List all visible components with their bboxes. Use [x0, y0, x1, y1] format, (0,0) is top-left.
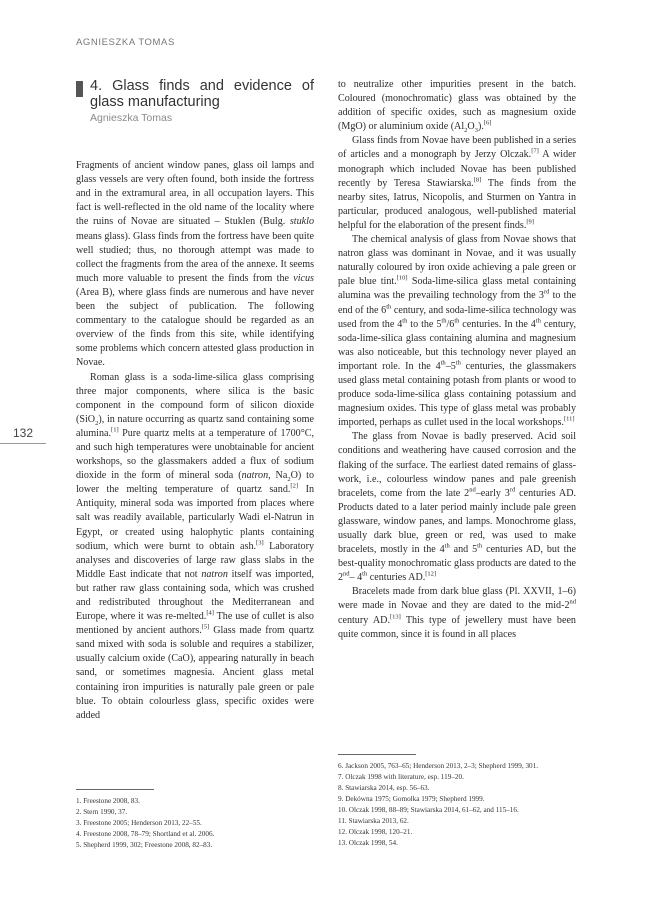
footnote: 10. Olczak 1998, 88–89; Stawiarska 2014, 61–62, and 115–16.: [338, 806, 519, 814]
footnote: 6. Jackson 2005, 763–65; Henderson 2013, 2–3; Shepherd 1999, 301.: [338, 762, 539, 770]
right-column: [338, 78, 576, 642]
footnote-ref: [7]: [531, 148, 539, 156]
footnote: 7. Olczak 1998 with literature, esp. 119–20.: [338, 773, 464, 781]
footnote: 4. Freestone 2008, 78–79; Shortland et al. 2006.: [76, 830, 215, 838]
footnote-ref: [8]: [473, 176, 482, 184]
footnote: 12. Olczak 1998, 120–21.: [338, 828, 413, 836]
footnote-ref: [9]: [526, 218, 534, 226]
footnote-ref: [2]: [290, 482, 299, 490]
footnote-ref: [11]: [563, 415, 575, 423]
footnote-rule: [338, 754, 416, 755]
left-column: [76, 78, 314, 723]
footnote: 1. Freestone 2008, 83.: [76, 797, 140, 805]
section-author: Agnieszka Tomas: [90, 112, 173, 124]
page-number: 132: [12, 426, 34, 440]
footnote: 8. Stawiarska 2014, esp. 56–63.: [338, 784, 430, 792]
footnote-ref: [6]: [483, 119, 492, 127]
paragraph: Bracelets made from dark blue glass (Pl. XXVII, 1–6) were made in Novae and they are dated to the mid-2nd century AD.[13] This type of jewellery must have been quite common, since it is found in all places: [338, 586, 576, 640]
footnote-ref: [13]: [390, 613, 401, 621]
footnote: 3. Freestone 2005; Henderson 2013, 22–55.: [76, 819, 202, 827]
footnotes-left: [76, 789, 314, 851]
footnote: 2. Stern 1990, 37.: [76, 808, 128, 816]
footnote: 9. Dekówna 1975; Gomolka 1979; Shepherd 1999.: [338, 795, 485, 803]
page-number-rule: [0, 443, 46, 444]
running-head: AGNIESZKA TOMAS: [76, 37, 175, 48]
paragraph: The glass from Novae is badly preserved. Acid soil conditions and weathering have caused corrosion and the flaking of the surface. The earliest dated remains of glass-work, i.e., colourless window panes and pale greenish bracelets, come from the late 2nd–early 3rd centuries AD. Products dated to a later period mainly include pale green glassware, window panes, and lamps. Monochrome glass, usually dark blue, green or red, was used to make bracelets, mostly in the 4th and 5th centuries AD, but the best-quality monochromatic glass products are dated to the 2nd– 4th centuries AD.[12]: [338, 431, 577, 584]
section-title: 4. Glass finds and evidence of glass manufacturing: [90, 78, 314, 110]
paragraph: Fragments of ancient window panes, glass oil lamps and glass vessels are very often found, both inside the fortress and in the extramural area, in all occupation layers. This fact is well-reflected in the old name of the locality where the ruins of Novae are situated – Stuklen (Bulg. stuklo means glass). Glass finds from the fortress have been quite well studied; thus, no thorough attempt was made to collect the fragments from the area of the annexe. It seems much more valuable to present the finds from the vicus (Area B), where glass finds are numerous and have never been the subject of publication. The following commentary to the catalogue should be regarded as an overview of the finds from this site, while identifying some problems which concern attested glass production in Novae.: [76, 160, 314, 369]
paragraph: Glass finds from Novae have been published in a series of articles and a monograph by Jerzy Olczak.[7] A wider monograph which included Novae has been published recently by Teresa Stawiarska.[8] The finds from the nearby sites, Iatrus, Nicopolis, and Sturmen on Yantra in particular, produced analogous, well-published material helpful for the elaboration of the present finds.[9]: [338, 135, 576, 231]
section-heading: [76, 78, 314, 125]
footnote-ref: [3]: [256, 539, 264, 547]
footnote-ref: [12]: [425, 570, 437, 578]
paragraph: The chemical analysis of glass from Novae shows that natron glass was dominant in Novae, and it was usually naturally coloured by iron oxide achieving a pale green or pale blue tint.[10] Soda-lime-silica glass metal containing alumina was the prevailing technology from the 3rd to the end of the 6th century, and soda-lime-silica technology was used from the 4th to the 5th/6th centuries. In the 4th century, soda-lime-silica glass containing alumina and magnesium was also noticeable, but this technology never played an important role. In the 4th–5th centuries, the glassmakers used glass metal containing potash from plants or wood to produce soda-lime-silica glass containing potassium and magnesium oxides. This type of glass metal was probably imported, perhaps as cullet used in the local workshops.[11]: [338, 234, 577, 429]
paragraph: Roman glass is a soda-lime-silica glass comprising three major components, where silica is the basic component in the compound form of silicon dioxide (SiO$_2$), in nature occurring as quartz sand containing some alumina.[1] Pure quartz melts at a temperature of 1700°C, and such high temperatures were unobtainable for ancient workshops, so the glassmakers added a flux of sodium dioxide in the form of mineral soda (natron, $Na_2O$) to lower the melting temperature of quartz sand.[2] In Antiquity, mineral soda was imported from places where salt was readily available, particularly Wadi el-Natrun in Egypt, or created using halophytic plants containing sodium, which were burnt to obtain ash.[3] Laboratory analyses and discoveries of large raw glass slabs in the Middle East indicate that not natron itself was imported, but rather raw glass containing soda, which was crushed and redistributed throughout the Mediterranean and Europe, where it was re-melted.[4] The use of cullet is also mentioned by ancient authors.[5] Glass made from quartz sand mixed with soda is soluble and requires a stabilizer, usually calcium oxide (CaO), appearing naturally in beach sand, or sometimes magnesia. Ancient glass metal containing iron impurities is naturally pale green or pale blue. To obtain colourless glass, specific oxides were added: [76, 371, 315, 721]
footnote-ref: [1]: [111, 426, 119, 434]
footnote-ref: [10]: [396, 274, 408, 282]
paragraph: to neutralize other impurities present in the batch. Coloured (monochromatic) glass was obtained by the addition of specific oxides, such as magnesium oxide (MgO) or aluminium oxide $(Al_2O_3).[6]$: [338, 79, 576, 135]
footnote: 13. Olczak 1998, 54.: [338, 839, 398, 847]
footnote-ref: [4]: [206, 609, 214, 617]
footnote: 11. Stawiarska 2013, 62.: [338, 817, 409, 825]
footnotes-right: [338, 754, 576, 849]
footnote-ref: [5]: [201, 623, 210, 631]
heading-marker: [76, 81, 83, 97]
footnote-rule: [76, 789, 154, 790]
footnote: 5. Shepherd 1999, 302; Freestone 2008, 82–83.: [76, 841, 213, 849]
